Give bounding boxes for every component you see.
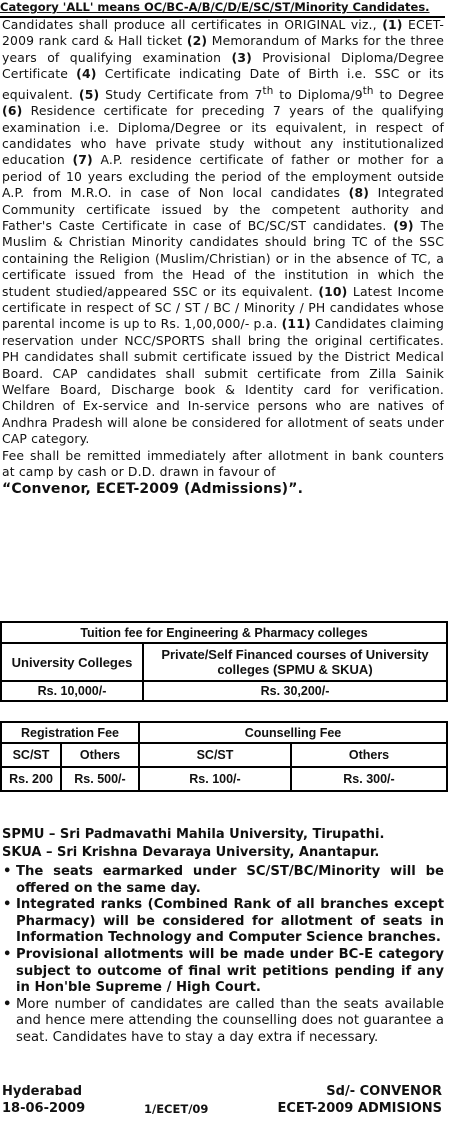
item-number: (2): [186, 33, 208, 49]
tuition-fee-table: [0, 621, 448, 702]
item-number: (3): [231, 49, 252, 65]
coun-scst-header: SC/ST: [139, 743, 291, 767]
item-text: The Muslim & Christian Minority candidates should bring TC of the SSC containing the Religion (Muslim/Christian) or in the absence of TC, a certificate issued from the Head of the institution in which the student studied/appeared SSC or its equivalent.: [2, 218, 444, 299]
item-text: Provisional Diploma/Degree Certificate: [2, 49, 444, 82]
item-number: (9): [393, 218, 414, 233]
list-item: • Integrated ranks (Combined Rank of all branches except Pharmacy) will be considered for allotment of seats in Information Technology and Computer Science branches.: [2, 897, 444, 947]
item-number: (7): [72, 152, 93, 168]
private-colleges-header: Private/Self Financed courses of University colleges (SPMU & SKUA): [143, 643, 447, 681]
tuition-title: Tuition fee for Engineering & Pharmacy colleges: [1, 622, 447, 643]
category-note: Category 'ALL' means OC/BC-A/B/C/D/E/SC/ST/Minority Candidates.: [0, 0, 430, 14]
footer-reference: 1/ECET/09: [144, 1102, 209, 1116]
private-colleges-fee: Rs. 30,200/-: [143, 681, 447, 701]
item-number: (8): [348, 185, 370, 201]
superscript: th: [262, 84, 274, 97]
university-colleges-header: University Colleges: [1, 643, 143, 681]
item-text: to Diploma/9: [273, 86, 363, 102]
reg-scst-fee: Rs. 200: [1, 767, 61, 791]
superscript: th: [362, 84, 374, 97]
reg-others-fee: Rs. 500/-: [61, 767, 139, 791]
spmu-abbreviation: SPMU – Sri Padmavathi Mahila University, Tirupathi.: [2, 827, 385, 842]
list-item: • More number of candidates are called than the seats available and hence mere attending the counselling does not guarantee a seat. Candidates have to stay a day extra if necessary.: [2, 997, 444, 1047]
footer-signature: Sd/- CONVENOR: [326, 1084, 442, 1099]
fee-remit-text: Fee shall be remitted immediately after allotment in bank counters at camp by cash or D.D. drawn in favour of: [2, 447, 444, 480]
item-text: Certificate indicating Date of Birth i.e. SSC or its equivalent.: [2, 66, 444, 102]
counselling-fee-header: Counselling Fee: [139, 722, 447, 743]
registration-fee-header: Registration Fee: [1, 722, 139, 743]
item-text: ECET-2009 rank card & Hall ticket: [2, 17, 444, 49]
item-text: Residence certificate for preceding 7 years of the qualifying examination i.e. Diploma/Degree or its equivalent, in respect of candidates who have private study without any institutionalized education: [2, 103, 444, 168]
para-intro: Candidates shall produce all certificates in ORIGINAL viz.,: [2, 17, 377, 32]
coun-others-header: Others: [291, 743, 447, 767]
certificates-paragraph: [2, 17, 444, 497]
item-number: (6): [2, 103, 23, 119]
item-number: (11): [281, 316, 311, 332]
footer-date: 18-06-2009: [2, 1101, 86, 1116]
item-text: A.P. residence certificate of father or mother for a period of 10 years excluding the period of the employment outside A.P. from M.R.O. in case of Non local candidates: [2, 152, 444, 201]
abbreviations: [2, 826, 446, 862]
item-number: (5): [78, 86, 100, 102]
footer-place: Hyderabad: [2, 1084, 83, 1099]
item-text: Latest Income certificate in respect of SC / ST / BC / Minority / PH candidates whose parental income is up to Rs. 1,00,000/- p.a.: [2, 283, 444, 332]
item-text: Study Certificate from 7: [99, 86, 263, 102]
coun-others-fee: Rs. 300/-: [291, 767, 447, 791]
convenor-payee: “Convenor, ECET-2009 (Admissions)”.: [2, 480, 304, 497]
reg-scst-header: SC/ST: [1, 743, 61, 767]
list-item: • The seats earmarked under SC/ST/BC/Minority will be offered on the same day.: [2, 864, 444, 897]
list-item: • Provisional allotments will be made under BC-E category subject to outcome of final writ petitions pending if any in Hon'ble Supreme / High Court.: [2, 947, 444, 997]
coun-scst-fee: Rs. 100/-: [139, 767, 291, 791]
item-text: to Degree: [373, 86, 444, 102]
item-text: Integrated Community certificate issued by the competent authority and Father's Caste Certificate in case of BC/SC/ST candidates.: [2, 185, 444, 233]
registration-counselling-table: [0, 721, 448, 792]
item-text: Candidates claiming reservation under NCC/SPORTS shall bring the original certificates. PH candidates shall submit certificate issued by the District Medical Board. CAP candidates shall submit certificate from Zilla Sainik Welfare Board, Discharge book & Identity card for verification. Children of Ex-service and In-service persons who are natives of Andhra Pradesh will alone be considered for allotment of seats under CAP category.: [2, 316, 445, 447]
university-colleges-fee: Rs. 10,000/-: [1, 681, 143, 701]
footer-office: ECET-2009 ADMISIONS: [277, 1101, 442, 1116]
reg-others-header: Others: [61, 743, 139, 767]
item-number: (10): [318, 283, 348, 299]
skua-abbreviation: SKUA – Sri Krishna Devaraya University, Anantapur.: [2, 845, 380, 860]
item-number: (1): [382, 17, 403, 32]
item-text: Memorandum of Marks for the three years of qualifying examination: [2, 33, 444, 65]
item-number: (4): [76, 66, 97, 82]
notes-list: [2, 864, 444, 1047]
